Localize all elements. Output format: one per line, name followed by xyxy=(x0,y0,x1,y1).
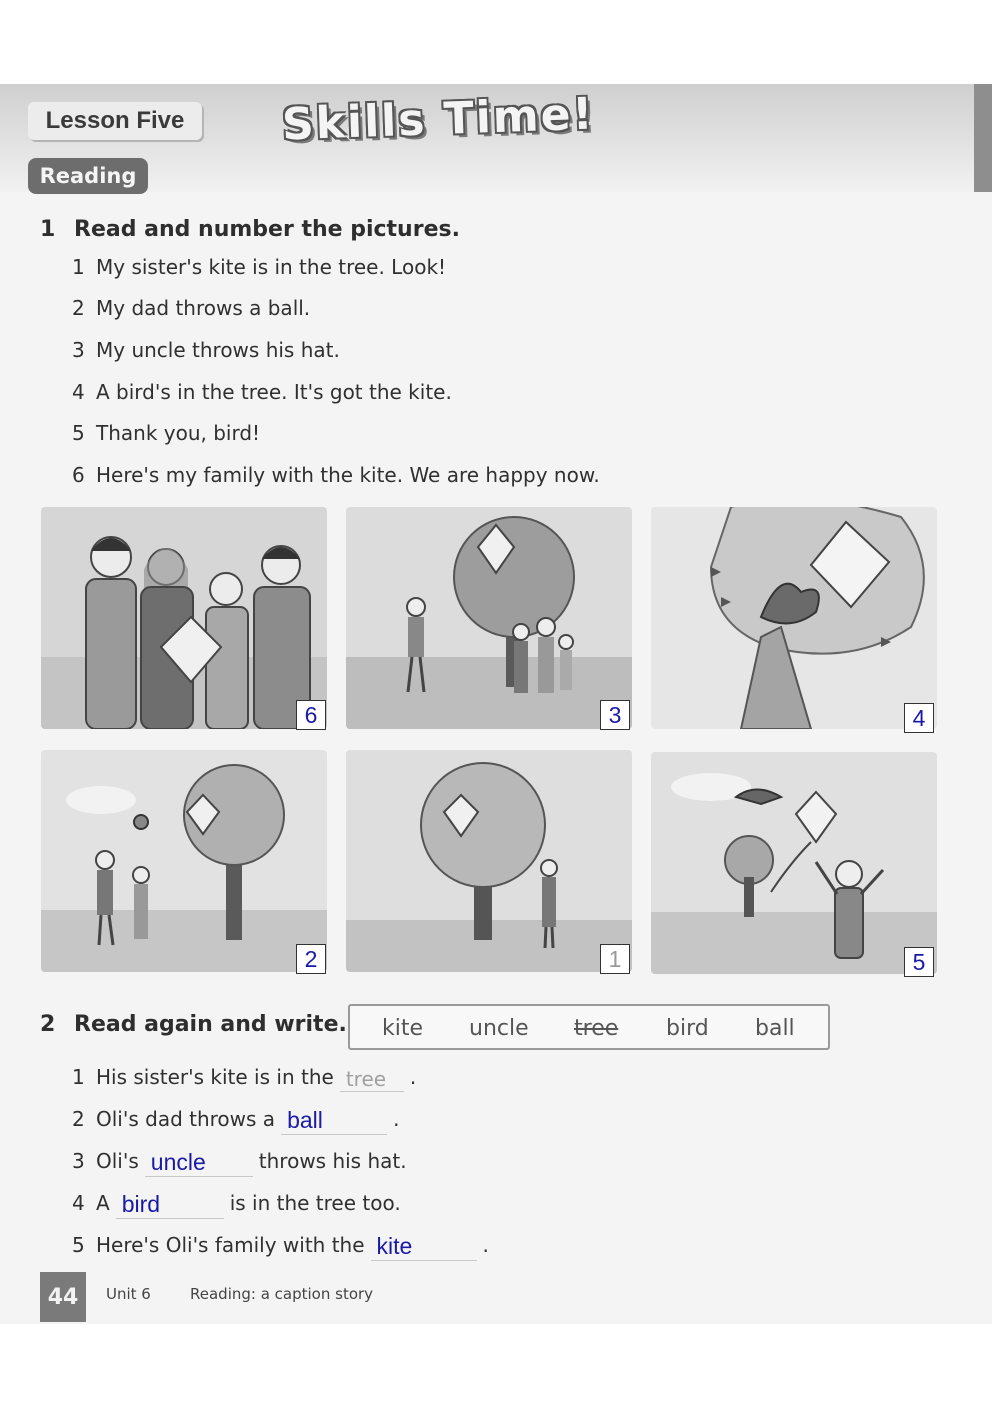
picture-number-box[interactable]: 2 xyxy=(296,944,326,974)
answer-blank[interactable]: kite xyxy=(371,1233,477,1261)
footer-topic: Reading: a caption story xyxy=(190,1285,374,1303)
picture-bird-tree xyxy=(651,507,937,729)
section-label: Reading xyxy=(28,158,148,194)
sentence: 6 Here's my family with the kite. We are happy now. xyxy=(72,463,600,487)
sentence: 5 Thank you, bird! xyxy=(72,421,261,445)
picture-girl-kite xyxy=(651,752,937,974)
picture-dad-ball xyxy=(41,750,327,972)
answer-blank[interactable]: uncle xyxy=(145,1149,253,1177)
answer-blank[interactable]: bird xyxy=(116,1191,224,1219)
sentence: 1 My sister's kite is in the tree. Look! xyxy=(72,255,447,279)
picture-uncle-hat xyxy=(346,507,632,729)
word-bank-item: uncle xyxy=(469,1016,529,1041)
picture-number-box[interactable]: 6 xyxy=(296,700,326,730)
exercise-instruction: Read again and write. xyxy=(74,1012,347,1037)
exercise-number: 1 xyxy=(40,217,56,242)
picture-family xyxy=(41,507,327,729)
gap-fill-line: 4 A bird is in the tree too. xyxy=(72,1191,401,1217)
page-edge xyxy=(974,84,992,192)
word-bank-item: kite xyxy=(382,1016,424,1041)
picture-number-box[interactable]: 3 xyxy=(600,700,630,730)
exercise-instruction: Read and number the pictures. xyxy=(74,217,460,242)
lesson-label: Lesson Five xyxy=(28,102,202,140)
gap-fill-line: 5 Here's Oli's family with the kite . xyxy=(72,1233,489,1259)
page-number: 44 xyxy=(40,1272,86,1322)
gap-fill-line: 2 Oli's dad throws a ball . xyxy=(72,1107,400,1133)
answer-blank[interactable]: tree xyxy=(340,1067,404,1092)
footer-unit: Unit 6 xyxy=(106,1285,151,1303)
exercise-number: 2 xyxy=(40,1012,56,1037)
picture-kite-tree xyxy=(346,750,632,972)
gap-fill-line: 3 Oli's uncle throws his hat. xyxy=(72,1149,407,1175)
gap-fill-line: 1 His sister's kite is in the tree . xyxy=(72,1065,417,1091)
picture-number-box[interactable]: 4 xyxy=(904,703,934,733)
sentence: 3 My uncle throws his hat. xyxy=(72,338,340,362)
picture-number-box[interactable]: 5 xyxy=(904,947,934,977)
word-bank-item-used: tree xyxy=(574,1016,619,1041)
exercise-1-heading xyxy=(40,217,460,242)
exercise-2-heading xyxy=(40,1012,347,1037)
page-title: Skills Time! xyxy=(281,88,596,151)
sentence: 4 A bird's in the tree. It's got the kite. xyxy=(72,380,452,404)
word-bank-item: bird xyxy=(666,1016,709,1041)
word-bank xyxy=(348,1004,830,1050)
word-bank-item: ball xyxy=(755,1016,795,1041)
picture-number-box[interactable]: 1 xyxy=(600,944,630,974)
answer-blank[interactable]: ball xyxy=(281,1107,387,1135)
sentence: 2 My dad throws a ball. xyxy=(72,296,311,320)
